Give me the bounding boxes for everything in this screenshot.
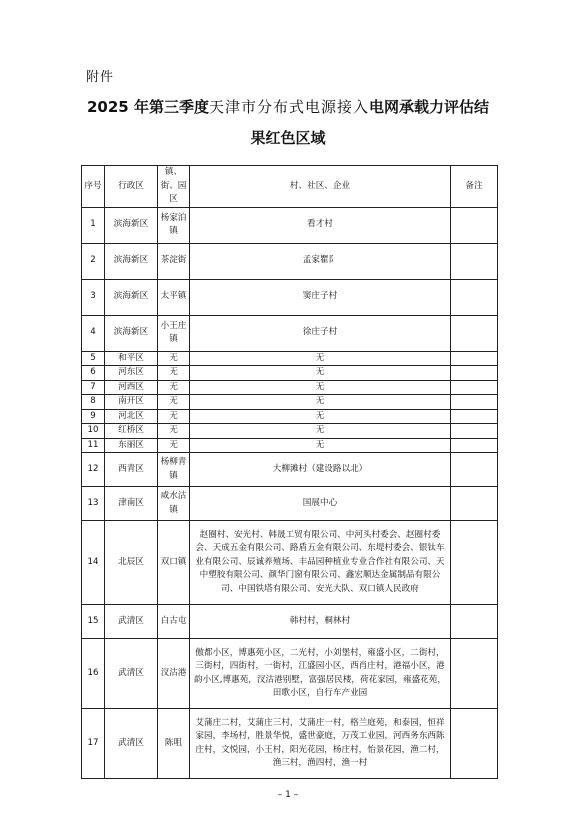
cell-remark [451, 438, 498, 453]
cell-village: 无 [190, 395, 451, 410]
document-title-line1 [0, 96, 576, 118]
cell-district: 河东区 [105, 366, 158, 381]
cell-district: 滨海新区 [105, 315, 158, 351]
cell-district: 武清区 [105, 709, 158, 779]
table-row [82, 424, 498, 439]
cell-seq: 8 [82, 395, 105, 410]
header-town: 镇、街、园区 [158, 166, 190, 208]
cell-remark [451, 521, 498, 605]
cell-village: 徐庄子村 [190, 315, 451, 351]
cell-remark [451, 243, 498, 279]
cell-seq: 1 [82, 207, 105, 243]
table-row [82, 438, 498, 453]
cell-district: 西青区 [105, 453, 158, 487]
cell-village: 傲都小区，博惠苑小区，二光村，小刘堡村，雍盛小区，二街村，三街村，四街村，一街村，江盛园小区，西肖庄村，港福小区，港韵小区,博惠苑，汊沽港别墅，富强居民楼，荷花家园，雍盛花苑，田歌小区，自行车产业园 [190, 639, 451, 709]
cell-remark [451, 709, 498, 779]
red-zone-table [81, 165, 498, 779]
cell-town: 双口镇 [158, 521, 190, 605]
cell-remark [451, 279, 498, 315]
cell-town: 咸水沽镇 [158, 487, 190, 521]
cell-district: 河西区 [105, 380, 158, 395]
cell-village: 孟家瞿阝 [190, 243, 451, 279]
cell-village: 无 [190, 366, 451, 381]
cell-town: 汊沽港 [158, 639, 190, 709]
page-number: – 1 – [277, 790, 299, 800]
cell-district: 红桥区 [105, 424, 158, 439]
cell-seq: 15 [82, 605, 105, 639]
cell-town: 无 [158, 366, 190, 381]
table-row [82, 380, 498, 395]
cell-town: 陈咀 [158, 709, 190, 779]
cell-remark [451, 639, 498, 709]
header-remark: 备注 [451, 166, 498, 208]
table-row [82, 366, 498, 381]
cell-village: 韩村村，桐林村 [190, 605, 451, 639]
title-prefix: 2025 年第三季度 [86, 98, 209, 116]
cell-remark [451, 315, 498, 351]
cell-town: 太平镇 [158, 279, 190, 315]
cell-seq: 10 [82, 424, 105, 439]
table-row [82, 315, 498, 351]
cell-village: 无 [190, 380, 451, 395]
cell-remark [451, 424, 498, 439]
title-suffix: 电网承载力评估结 [368, 98, 489, 116]
cell-seq: 14 [82, 521, 105, 605]
table-row [82, 453, 498, 487]
cell-seq: 12 [82, 453, 105, 487]
cell-district: 河北区 [105, 409, 158, 424]
cell-remark [451, 453, 498, 487]
document-title-line2: 果红色区域 [250, 129, 326, 147]
cell-district: 北辰区 [105, 521, 158, 605]
cell-seq: 2 [82, 243, 105, 279]
cell-district: 滨海新区 [105, 243, 158, 279]
table-row [82, 605, 498, 639]
table-row [82, 487, 498, 521]
table-row [82, 243, 498, 279]
cell-town: 杨家泊镇 [158, 207, 190, 243]
cell-village: 无 [190, 424, 451, 439]
cell-village: 窦庄子村 [190, 279, 451, 315]
cell-town: 小王庄镇 [158, 315, 190, 351]
table-row [82, 279, 498, 315]
table-row [82, 395, 498, 410]
table-header-row [82, 166, 498, 208]
cell-remark [451, 487, 498, 521]
cell-seq: 13 [82, 487, 105, 521]
cell-village: 看才村 [190, 207, 451, 243]
cell-seq: 11 [82, 438, 105, 453]
cell-seq: 17 [82, 709, 105, 779]
cell-seq: 3 [82, 279, 105, 315]
cell-town: 白古屯 [158, 605, 190, 639]
cell-village: 大柳滩村（建设路以北） [190, 453, 451, 487]
cell-district: 滨海新区 [105, 279, 158, 315]
table-row [82, 351, 498, 366]
cell-town: 无 [158, 395, 190, 410]
cell-seq: 6 [82, 366, 105, 381]
cell-remark [451, 366, 498, 381]
cell-seq: 9 [82, 409, 105, 424]
cell-town: 无 [158, 351, 190, 366]
cell-seq: 16 [82, 639, 105, 709]
cell-village: 无 [190, 409, 451, 424]
cell-seq: 7 [82, 380, 105, 395]
attachment-label: 附件 [86, 70, 115, 85]
cell-district: 武清区 [105, 605, 158, 639]
cell-district: 武清区 [105, 639, 158, 709]
header-village: 村、社区、企业 [190, 166, 451, 208]
cell-town: 无 [158, 424, 190, 439]
cell-village: 国展中心 [190, 487, 451, 521]
cell-seq: 4 [82, 315, 105, 351]
cell-district: 和平区 [105, 351, 158, 366]
header-district: 行政区 [105, 166, 158, 208]
cell-seq: 5 [82, 351, 105, 366]
table-row [82, 709, 498, 779]
cell-remark [451, 605, 498, 639]
cell-town: 无 [158, 380, 190, 395]
cell-town: 无 [158, 438, 190, 453]
table-row [82, 521, 498, 605]
cell-district: 津南区 [105, 487, 158, 521]
cell-district: 东丽区 [105, 438, 158, 453]
header-seq: 序号 [82, 166, 105, 208]
cell-village: 无 [190, 351, 451, 366]
cell-district: 滨海新区 [105, 207, 158, 243]
table-row [82, 639, 498, 709]
cell-village: 无 [190, 438, 451, 453]
cell-village: 艾蒲庄二村，艾蒲庄三村，艾蒲庄一村，格兰庭苑，和泰园，恒祥家园，李场村，胜景华悦，盛世豪庭，万茂工业园，河西务东西陈庄村，文悦园，小王村，阳光花园，杨庄村，怡景花园，渔二村，渔三村，渔四村，渔一村 [190, 709, 451, 779]
cell-remark [451, 380, 498, 395]
cell-town: 茶淀街 [158, 243, 190, 279]
title-middle: 天津市分布式电源接入 [208, 98, 369, 116]
cell-remark [451, 351, 498, 366]
cell-village: 赵圈村、安光村、韩晟工贸有限公司、中河头村委会、赵圈村委会、天成五金有限公司、路盾五金有限公司、东堤村委会、银钛车业有限公司、辰诚养殖场、丰品园种植业专业合作社有限公司、天中塑胶有限公司、颜华门窗有限公司、鑫宏顺达金属制品有限公司、中国铁塔有限公司、安光大队、双口镇人民政府 [190, 521, 451, 605]
cell-town: 杨柳青镇 [158, 453, 190, 487]
table-row [82, 207, 498, 243]
table-row [82, 409, 498, 424]
cell-remark [451, 409, 498, 424]
cell-remark [451, 395, 498, 410]
cell-remark [451, 207, 498, 243]
cell-district: 南开区 [105, 395, 158, 410]
cell-town: 无 [158, 409, 190, 424]
